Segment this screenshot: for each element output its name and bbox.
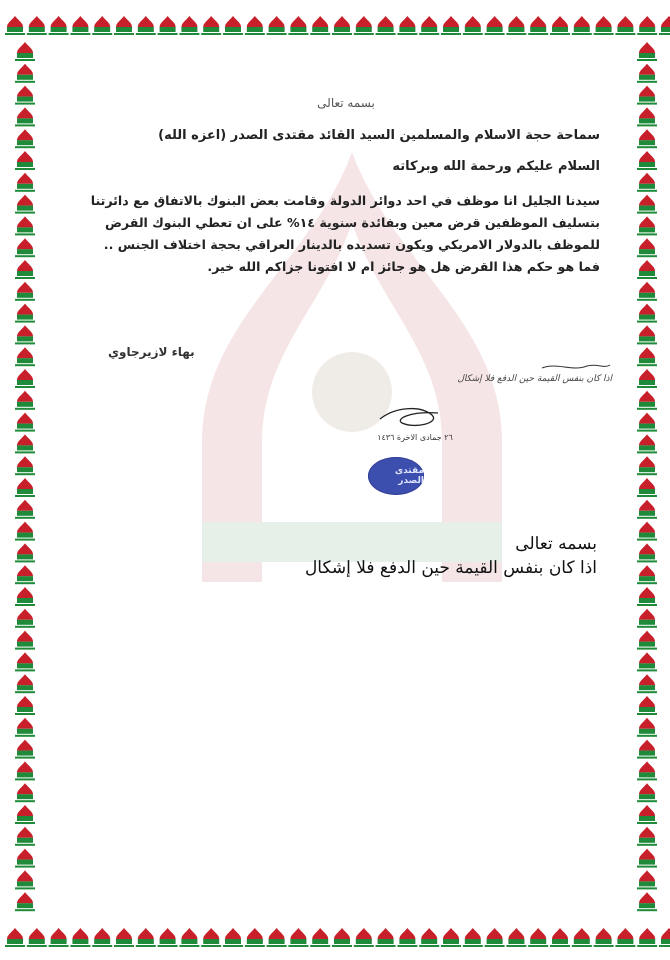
border-tile (15, 652, 35, 671)
border-tile (637, 325, 657, 344)
border-tile (114, 16, 134, 35)
border-tile (136, 16, 156, 35)
border-tile (376, 16, 396, 35)
border-tile (15, 260, 35, 279)
border-tile (201, 928, 221, 947)
border-tile (15, 740, 35, 759)
border-tile (15, 282, 35, 301)
border-tile (70, 928, 90, 947)
border-tile (397, 16, 417, 35)
border-tile (5, 16, 25, 35)
border-tile (594, 928, 614, 947)
border-tile (15, 783, 35, 802)
stamp-date: ٢٦ جمادى الاخرة ١٤٣٦ (377, 433, 453, 442)
border-tile (637, 107, 657, 126)
border-tile (506, 16, 526, 35)
border-tile (267, 928, 287, 947)
border-tile (637, 16, 657, 35)
border-tile (15, 718, 35, 737)
seal-text: مقتدى الصدر (394, 466, 424, 486)
letter-body-line: سيدنا الجليل انا موظف في احد دوائر الدولة وقامت بعض البنوك بالاتفاق مع دائرتنا (90, 193, 600, 208)
answer-text: اذا كان بنفس القيمة حين الدفع فلا إشكال (304, 558, 597, 578)
border-tile (637, 522, 657, 541)
border-tile (659, 928, 670, 947)
border-tile (27, 16, 47, 35)
border-tile (615, 928, 635, 947)
border-tile (15, 631, 35, 650)
border-tile (15, 500, 35, 519)
handwritten-note-text: اذا كان بنفس القيمة حين الدفع فلا إشكال (457, 374, 612, 384)
border-tile (637, 928, 657, 947)
border-tile (92, 16, 112, 35)
border-tile (70, 16, 90, 35)
border-tile (637, 391, 657, 410)
handwriting-scribble (342, 360, 612, 374)
border-tile (397, 928, 417, 947)
border-tile (201, 16, 221, 35)
border-tile (528, 928, 548, 947)
official-seal (368, 457, 424, 495)
border-tile (288, 928, 308, 947)
border-tile (49, 928, 69, 947)
letter-basmala: بسمه تعالى (317, 96, 375, 110)
border-tile (332, 16, 352, 35)
border-tile (637, 892, 657, 911)
border-tile (637, 870, 657, 889)
border-tile (179, 16, 199, 35)
border-tile (637, 761, 657, 780)
letter (92, 96, 600, 278)
border-tile (637, 827, 657, 846)
border-tile (15, 238, 35, 257)
border-tile (15, 827, 35, 846)
border-tile (15, 696, 35, 715)
border-tile (92, 928, 112, 947)
letter-body-line: فما هو حكم هذا القرض هل هو جائز ام لا افتونا جزاكم الله خير. (207, 259, 600, 274)
border-tile (637, 652, 657, 671)
letter-sender: بهاء لازيرجاوي (108, 345, 195, 359)
border-tile (114, 928, 134, 947)
border-tile (637, 64, 657, 83)
border-tile (637, 434, 657, 453)
border-top (0, 0, 670, 42)
border-tile (463, 16, 483, 35)
border-tile (15, 369, 35, 388)
border-tile (15, 849, 35, 868)
border-tile (637, 696, 657, 715)
border-tile (550, 928, 570, 947)
border-tile (637, 195, 657, 214)
border-tile (419, 16, 439, 35)
border-tile (15, 587, 35, 606)
border-tile (615, 16, 635, 35)
border-tile (15, 107, 35, 126)
answer-basmala: بسمه تعالى (515, 534, 597, 554)
border-tile (637, 565, 657, 584)
border-tile (223, 928, 243, 947)
border-tile (528, 16, 548, 35)
border-tile (637, 347, 657, 366)
border-tile (288, 16, 308, 35)
border-tile (637, 456, 657, 475)
border-tile (15, 674, 35, 693)
border-tile (15, 870, 35, 889)
letter-body-line: للموظف بالدولار الامريكي ويكون تسديده بالدينار العراقي بحجة اختلاف الجنس .. (103, 237, 600, 252)
border-tile (267, 16, 287, 35)
border-tile (15, 543, 35, 562)
border-tile (179, 928, 199, 947)
letter-addressee: سماحة حجة الاسلام والمسلمين السيد القائد مقتدى الصدر (اعزه الله) (158, 128, 600, 143)
border-tile (15, 64, 35, 83)
border-tile (15, 325, 35, 344)
border-tile (15, 347, 35, 366)
handwritten-note (342, 360, 612, 384)
border-tile (485, 928, 505, 947)
document-page (42, 42, 628, 918)
border-bottom (0, 918, 670, 960)
border-tile (15, 173, 35, 192)
letter-salutation: السلام عليكم ورحمة الله وبركاته (392, 159, 600, 174)
border-tile (572, 16, 592, 35)
border-tile (637, 86, 657, 105)
border-tile (15, 761, 35, 780)
border-tile (637, 718, 657, 737)
border-tile (15, 805, 35, 824)
border-tile (637, 587, 657, 606)
border-tile (354, 928, 374, 947)
border-tile (15, 478, 35, 497)
border-tile (637, 173, 657, 192)
border-tile (463, 928, 483, 947)
border-tile (637, 478, 657, 497)
typed-answer (272, 532, 597, 580)
border-tile (572, 928, 592, 947)
border-tile (15, 42, 35, 61)
border-tile (5, 928, 25, 947)
border-tile (136, 928, 156, 947)
border-tile (15, 86, 35, 105)
border-tile (15, 609, 35, 628)
border-tile (637, 500, 657, 519)
border-tile (659, 16, 670, 35)
border-tile (15, 565, 35, 584)
border-tile (594, 16, 614, 35)
border-tile (637, 282, 657, 301)
border-tile (637, 413, 657, 432)
border-tile (158, 928, 178, 947)
border-tile (637, 129, 657, 148)
border-tile (637, 849, 657, 868)
border-tile (15, 151, 35, 170)
border-right (628, 40, 670, 920)
border-tile (376, 928, 396, 947)
letter-body-line: بتسليف الموظفين قرض معين وبفائدة سنوية ١٤% على ان تعطي البنوك القرض (104, 215, 600, 230)
border-tile (637, 260, 657, 279)
border-tile (637, 304, 657, 323)
border-tile (637, 674, 657, 693)
border-tile (354, 16, 374, 35)
border-left (0, 40, 42, 920)
border-tile (158, 16, 178, 35)
border-tile (637, 369, 657, 388)
border-tile (441, 16, 461, 35)
border-tile (245, 928, 265, 947)
border-tile (15, 391, 35, 410)
border-tile (15, 129, 35, 148)
border-tile (637, 151, 657, 170)
signature-stamp (360, 397, 470, 512)
border-tile (15, 216, 35, 235)
border-tile (15, 195, 35, 214)
border-tile (27, 928, 47, 947)
border-tile (506, 928, 526, 947)
border-tile (637, 805, 657, 824)
signature-scribble (360, 397, 470, 437)
border-tile (245, 16, 265, 35)
border-tile (637, 216, 657, 235)
border-tile (15, 434, 35, 453)
border-tile (49, 16, 69, 35)
border-tile (637, 631, 657, 650)
border-tile (485, 16, 505, 35)
border-tile (15, 304, 35, 323)
border-tile (15, 413, 35, 432)
border-tile (637, 42, 657, 61)
border-tile (441, 928, 461, 947)
border-tile (637, 609, 657, 628)
border-tile (637, 238, 657, 257)
border-tile (419, 928, 439, 947)
border-tile (637, 740, 657, 759)
border-tile (637, 783, 657, 802)
border-tile (15, 892, 35, 911)
border-tile (15, 456, 35, 475)
border-tile (15, 522, 35, 541)
border-tile (223, 16, 243, 35)
border-tile (310, 16, 330, 35)
border-tile (310, 928, 330, 947)
border-tile (550, 16, 570, 35)
border-tile (332, 928, 352, 947)
border-tile (637, 543, 657, 562)
